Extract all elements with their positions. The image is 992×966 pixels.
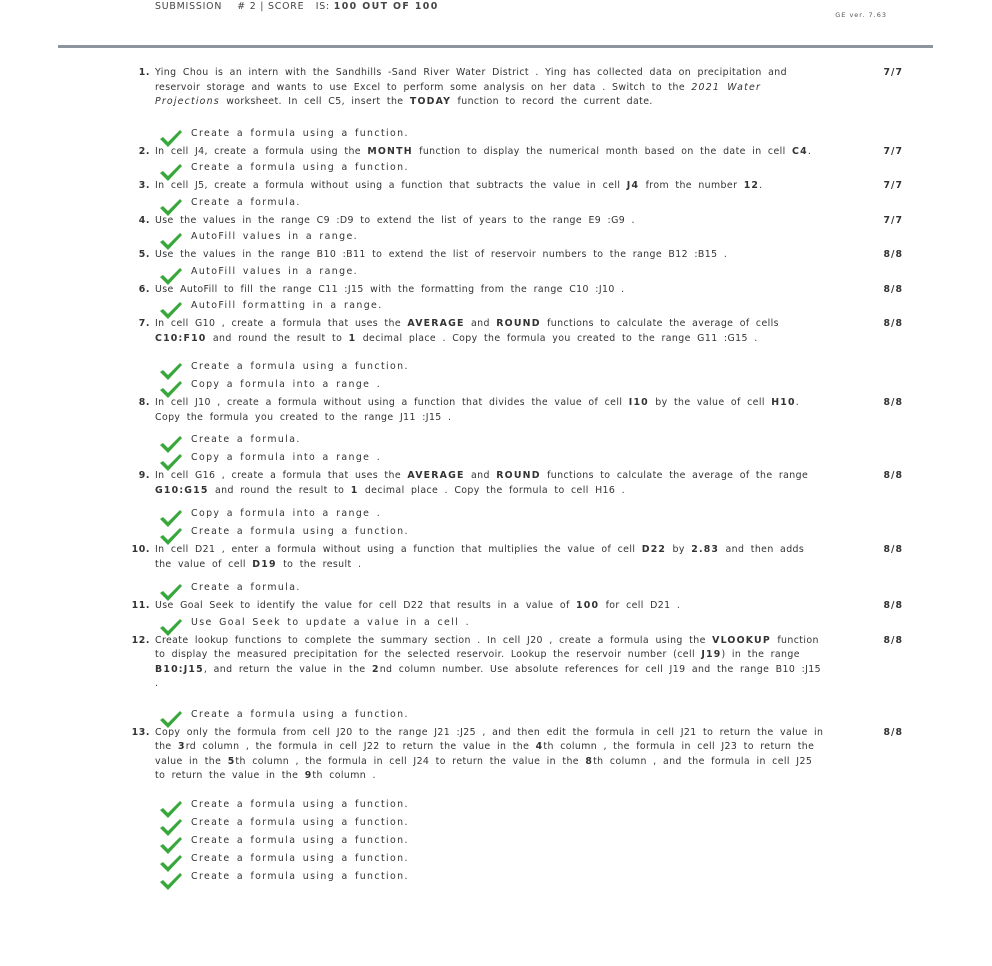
check-item — [0, 265, 992, 283]
check-item — [0, 299, 992, 317]
task-text-segment: 1 — [348, 332, 357, 344]
task-instructions — [155, 469, 825, 498]
header-divider — [58, 45, 933, 48]
task-number: 11. — [131, 600, 150, 611]
check-item — [0, 378, 992, 396]
task-score: 7/7 — [883, 214, 903, 226]
task-text-segment: G10:G15 — [155, 484, 209, 496]
task-score: 7/7 — [883, 180, 903, 191]
task-number: 4. — [138, 214, 150, 226]
check-item — [0, 507, 992, 525]
task-text-segment: H10 — [771, 397, 796, 408]
task-text-segment: In cell J4, create a formula using the — [155, 145, 368, 157]
submission-label: SUBMISSION — [155, 1, 223, 12]
task-score: 8/8 — [883, 470, 903, 481]
task-text-segment: 9 — [304, 770, 313, 781]
task-text-segment: th column , the formula in cell J23 to return the value in the — [155, 741, 815, 767]
check-item — [0, 581, 992, 599]
check-label: Create a formula. — [191, 434, 301, 445]
task-text-segment: decimal place . Copy the formula to cell H16 . — [358, 484, 626, 496]
task-text-segment: Use AutoFill to fill the range C11 :J15 with the formatting from the range C10 :J10 . — [155, 283, 625, 295]
score-label: SCORE — [268, 1, 305, 12]
task-number: 1. — [138, 67, 150, 78]
task-text-segment: 4 — [535, 741, 544, 752]
task-text-segment: worksheet. In cell C5, insert the — [219, 96, 410, 107]
task-instructions — [155, 726, 825, 784]
check-item — [0, 451, 992, 469]
task-spacer — [0, 572, 992, 581]
task-number: 7. — [138, 318, 150, 329]
task-instructions — [155, 179, 825, 194]
check-label: Create a formula using a function. — [191, 852, 409, 864]
task-number: 8. — [138, 397, 150, 408]
check-label: AutoFill formatting in a range. — [191, 300, 383, 311]
task-text-segment: 2.83 — [691, 544, 720, 555]
task-item — [0, 66, 992, 110]
check-item — [0, 798, 992, 816]
task-text-segment: th column . — [312, 770, 376, 781]
check-item — [0, 852, 992, 870]
task-score: 8/8 — [883, 600, 903, 611]
task-text-segment: Create lookup functions to complete the summary section . In cell J20 , create a formula using the — [155, 634, 713, 646]
task-spacer — [0, 110, 992, 127]
check-label: Create a formula using a function. — [191, 526, 409, 537]
task-text-segment: In cell D21 , enter a formula without using a function that multiplies the value of cell — [155, 544, 642, 555]
check-item — [0, 196, 992, 214]
task-item — [0, 317, 992, 346]
task-instructions — [155, 214, 825, 229]
task-item — [0, 396, 992, 425]
task-text-segment: Copy only the formula from cell J20 to the range J21 :J25 , and then edit the formula in cell J21 to return the value in the — [155, 726, 824, 752]
task-text-segment: functions to calculate the average of the range — [540, 470, 809, 481]
check-item — [0, 616, 992, 634]
task-text-segment: 3 — [177, 741, 186, 752]
task-text-segment: B10:J15 — [155, 663, 204, 675]
check-item — [0, 161, 992, 179]
check-item — [0, 525, 992, 543]
task-text-segment: I10 — [628, 397, 649, 408]
submission-header: SUBMISSION # 2 | SCORE IS: 100 OUT OF 100 — [155, 1, 439, 12]
task-number: 5. — [138, 249, 150, 260]
task-text-segment: 12 — [743, 180, 760, 191]
task-text-segment: J19 — [701, 649, 722, 660]
task-number: 3. — [138, 180, 150, 191]
check-label: Copy a formula into a range . — [191, 379, 382, 390]
task-text-segment: . — [759, 180, 763, 191]
task-text-segment: In cell G10 , create a formula that uses the — [155, 318, 408, 329]
task-item — [0, 634, 992, 692]
task-text-segment: and — [464, 318, 497, 329]
task-score: 7/7 — [883, 67, 903, 78]
task-text-segment: VLOOKUP — [712, 634, 771, 646]
task-text-segment: 100 — [576, 600, 600, 611]
check-item — [0, 816, 992, 834]
task-text-segment: rd column , the formula in cell J22 to return the value in the — [185, 741, 536, 752]
check-label: Copy a formula into a range . — [191, 452, 382, 463]
task-text-segment: D19 — [252, 558, 277, 570]
task-item — [0, 543, 992, 572]
task-instructions — [155, 145, 825, 160]
checkmark-icon — [159, 872, 183, 892]
total-score: 100 OUT OF 100 — [333, 1, 439, 12]
task-item — [0, 214, 992, 229]
check-label: Create a formula. — [191, 582, 301, 593]
task-text-segment: C10:F10 — [155, 332, 207, 344]
check-label: Create a formula using a function. — [191, 361, 409, 372]
check-label: Create a formula using a function. — [191, 870, 409, 882]
task-number: 6. — [138, 283, 150, 295]
task-spacer — [0, 784, 992, 798]
task-item — [0, 283, 992, 298]
task-text-segment: MONTH — [367, 145, 413, 157]
task-text-segment: functions to calculate the average of cells — [540, 318, 779, 329]
version-label: GE ver. 7.63 — [835, 11, 887, 19]
task-item — [0, 248, 992, 263]
check-label: Create a formula using a function. — [191, 798, 409, 810]
task-number: 2. — [138, 145, 150, 157]
task-instructions — [155, 283, 825, 298]
task-text-segment: J4 — [626, 180, 640, 191]
task-text-segment: C4 — [792, 145, 808, 157]
task-text-segment: ) in the range — [721, 649, 800, 660]
score-is: IS: — [315, 1, 330, 12]
check-item — [0, 870, 992, 888]
task-text-segment: nd column number. Use absolute references for cell J19 and the range B10 :J15 . — [155, 663, 822, 689]
task-instructions — [155, 396, 825, 425]
task-text-segment: by the value of cell — [648, 397, 772, 408]
task-text-segment: function to display the numerical month based on the date in cell — [412, 145, 793, 157]
task-text-segment: D22 — [641, 544, 667, 555]
task-item — [0, 599, 992, 614]
task-instructions — [155, 248, 825, 263]
check-label: Create a formula using a function. — [191, 816, 409, 828]
check-label: Copy a formula into a range . — [191, 508, 382, 519]
check-item — [0, 360, 992, 378]
task-text-segment: 5 — [227, 755, 236, 767]
task-text-segment: and then adds the value of cell — [155, 544, 805, 570]
check-label: Use Goal Seek to update a value in a cell . — [191, 616, 470, 628]
task-score: 8/8 — [883, 634, 903, 646]
task-number: 12. — [131, 634, 150, 646]
task-text-segment: ROUND — [496, 318, 541, 329]
task-text-segment: for cell D21 . — [599, 600, 681, 611]
check-label: Create a formula using a function. — [191, 708, 409, 720]
check-label: AutoFill values in a range. — [191, 231, 359, 242]
task-text-segment: function to record the current date. — [451, 96, 653, 107]
task-text-segment: AVERAGE — [407, 470, 465, 481]
task-text-segment: . — [807, 145, 812, 157]
submission-number: # 2 — [237, 1, 257, 12]
task-text-segment: and round the result to — [206, 332, 349, 344]
task-text-segment: from the number — [639, 180, 744, 191]
check-label: AutoFill values in a range. — [191, 265, 359, 277]
task-instructions — [155, 599, 825, 614]
task-text-segment: th column , the formula in cell J24 to return the value in the — [235, 755, 586, 767]
task-text-segment: , and return the value in the — [203, 663, 372, 675]
task-text-segment: Use the values in the range C9 :D9 to extend the list of years to the range E9 :G9 . — [155, 214, 635, 226]
task-text-segment: In cell J5, create a formula without using a function that subtracts the value in cell — [155, 180, 627, 191]
task-text-segment: and — [464, 470, 497, 481]
task-score: 8/8 — [883, 726, 903, 738]
task-text-segment: function to display the measured precipitation for the selected reservoir. Lookup the reservoir number (cell — [155, 634, 819, 660]
task-number: 9. — [138, 470, 150, 481]
task-text-segment: th column , and the formula in cell J25 to return the value in the — [155, 755, 813, 781]
task-list — [0, 66, 992, 888]
task-text-segment: . Copy the formula you created to the range J11 :J15 . — [155, 397, 800, 423]
task-instructions — [155, 543, 825, 572]
check-item — [0, 127, 992, 145]
check-item — [0, 433, 992, 451]
task-number: 13. — [131, 726, 150, 738]
check-item — [0, 708, 992, 726]
task-spacer — [0, 425, 992, 433]
task-item — [0, 726, 992, 784]
task-text-segment: 1 — [350, 484, 359, 496]
check-item — [0, 230, 992, 248]
task-text-segment: TODAY — [409, 96, 452, 107]
task-text-segment: by — [666, 544, 692, 555]
task-text-segment: and round the result to — [208, 484, 351, 496]
task-spacer — [0, 692, 992, 708]
check-label: Create a formula. — [191, 196, 301, 208]
task-text-segment: In cell J10 , create a formula without using a function that divides the value of cell — [155, 397, 629, 408]
task-instructions — [155, 317, 825, 346]
task-text-segment: Ying Chou is an intern with the Sandhills -Sand River Water District . Ying has collected data on precipitation and reservoir storage and wants to use Excel to perform some analysis on her data . Switch to the — [155, 67, 787, 93]
task-text-segment: Use the values in the range B10 :B11 to extend the list of reservoir numbers to the range B12 :B15 . — [155, 249, 728, 260]
task-instructions — [155, 634, 825, 692]
task-text-segment: ROUND — [496, 470, 541, 481]
check-label: Create a formula using a function. — [191, 162, 409, 173]
task-item — [0, 179, 992, 194]
task-text-segment: In cell G16 , create a formula that uses the — [155, 470, 408, 481]
task-text-segment: 2021 Water Projections — [155, 81, 762, 107]
task-score: 8/8 — [883, 397, 903, 408]
task-score: 8/8 — [883, 249, 903, 260]
task-instructions — [155, 66, 825, 110]
task-text-segment: to the result . — [276, 558, 362, 570]
task-text-segment: Use Goal Seek to identify the value for cell D22 that results in a value of — [155, 600, 577, 611]
task-score: 8/8 — [883, 318, 903, 329]
task-number: 10. — [131, 544, 150, 555]
check-label: Create a formula using a function. — [191, 834, 409, 846]
check-label: Create a formula using a function. — [191, 127, 409, 139]
task-item — [0, 469, 992, 498]
task-spacer — [0, 498, 992, 507]
task-score: 8/8 — [883, 283, 903, 295]
task-score: 7/7 — [883, 145, 903, 157]
check-item — [0, 834, 992, 852]
task-spacer — [0, 346, 992, 360]
task-score: 8/8 — [883, 544, 903, 555]
task-text-segment: decimal place . Copy the formula you created to the range G11 :G15 . — [356, 332, 758, 344]
task-text-segment: 2 — [371, 663, 380, 675]
task-text-segment: 8 — [585, 755, 594, 767]
task-text-segment: AVERAGE — [407, 318, 465, 329]
task-item — [0, 145, 992, 160]
